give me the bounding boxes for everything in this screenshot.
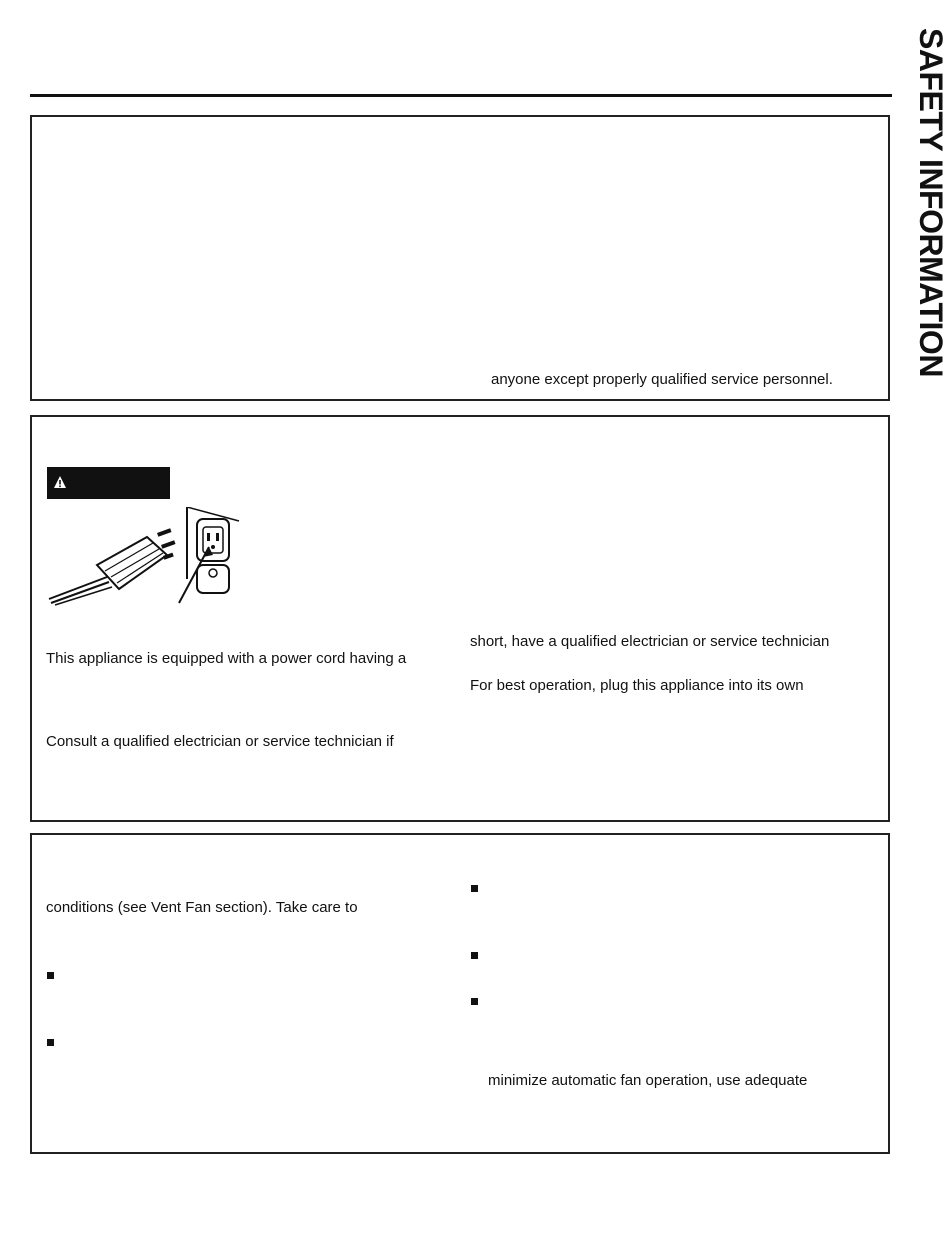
panel2-left-text-line-2: Consult a qualified electrician or service technician if [46, 733, 394, 750]
bullet-square-icon [471, 885, 478, 892]
panel2-right-text-line-2: For best operation, plug this appliance into its own [470, 677, 804, 694]
warning-badge [47, 467, 170, 499]
panel3-right-text-line-1: minimize automatic fan operation, use adequate [488, 1072, 808, 1089]
bullet-square-icon [471, 952, 478, 959]
safety-panel-1 [30, 115, 890, 401]
warning-triangle-icon [53, 475, 67, 489]
safety-panel-3 [30, 833, 890, 1154]
section-title-safety-information: SAFETY INFORMATION [913, 28, 949, 377]
bullet-square-icon [471, 998, 478, 1005]
header-rule [30, 94, 892, 97]
bullet-square-icon [47, 972, 54, 979]
panel1-text-line: anyone except properly qualified service personnel. [491, 371, 833, 388]
grounded-plug-outlet-illustration [47, 507, 247, 607]
panel2-left-text-line-1: This appliance is equipped with a power cord having a [46, 650, 407, 667]
bullet-square-icon [47, 1039, 54, 1046]
panel3-left-text-line-1: conditions (see Vent Fan section). Take care to [46, 899, 358, 916]
panel2-right-text-line-1: short, have a qualified electrician or service technician [470, 633, 830, 650]
safety-panel-2 [30, 415, 890, 822]
